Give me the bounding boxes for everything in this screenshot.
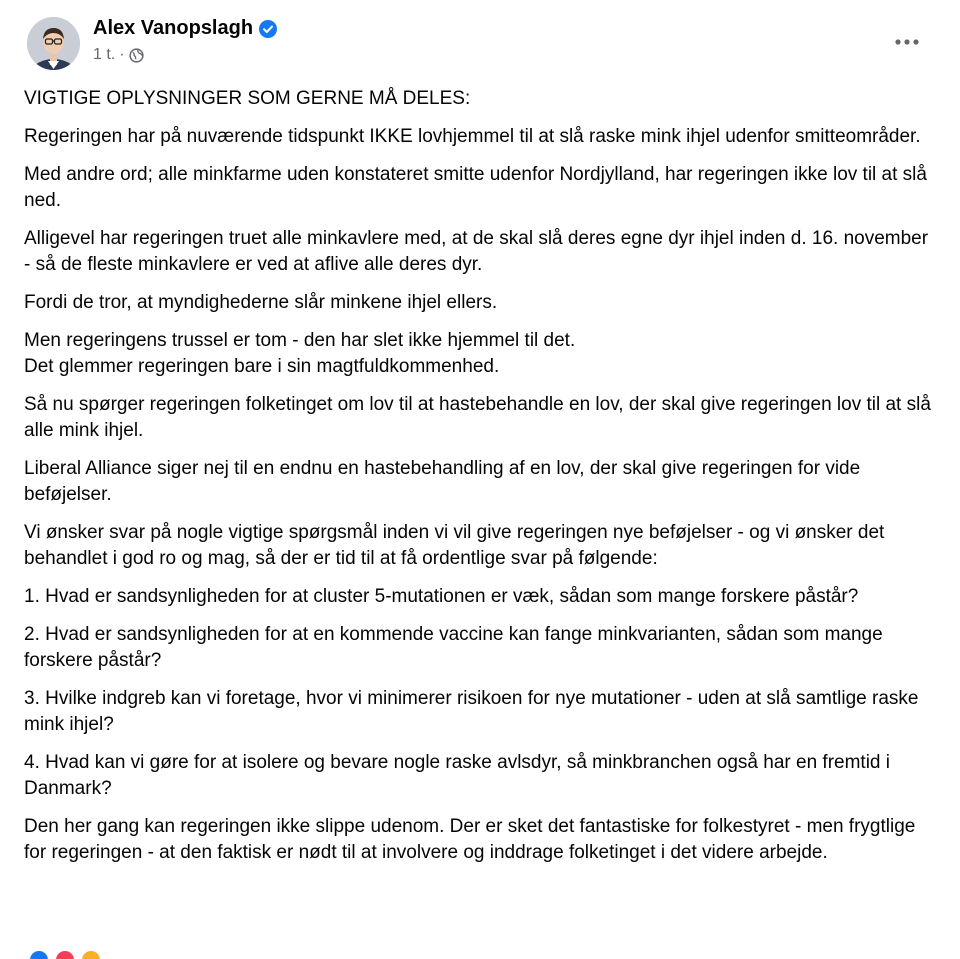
author-name-link[interactable] bbox=[93, 17, 277, 40]
love-reaction-icon bbox=[56, 951, 74, 959]
post-paragraph: Så nu spørger regeringen folketinget om lov til at hastebehandle en lov, der skal give regeringen lov til at slå alle mink ihjel. bbox=[24, 394, 931, 441]
post-paragraph: Den her gang kan regeringen ikke slippe udenom. Der er sket det fantastiske for folkestyret - men frygtlige for regeringen - at den faktisk er nødt til at involvere og inddrage folketinget i det videre arbejde. bbox=[24, 816, 916, 863]
author-avatar[interactable] bbox=[27, 17, 80, 70]
like-reaction-icon bbox=[30, 951, 48, 959]
post-paragraph: Fordi de tror, at myndighederne slår minkene ihjel ellers. bbox=[24, 292, 498, 313]
author-name: Alex Vanopslagh bbox=[93, 17, 254, 39]
globe-icon[interactable] bbox=[129, 48, 144, 63]
post-paragraph: Men regeringens trussel er tom - den har slet ikke hjemmel til det. Det glemmer regeringen bare i sin magtfuldkommenhed. bbox=[24, 330, 576, 377]
post-paragraph: 2. Hvad er sandsynligheden for at en kommende vaccine kan fange minkvarianten, sådan som mange forskere påstår? bbox=[24, 624, 883, 671]
post-paragraph: Vi ønsker svar på nogle vigtige spørgsmål inden vi vil give regeringen nye beføjelser - og vi ønsker det behandlet i god ro og mag, så der er tid til at få ordentlige svar på følgende: bbox=[24, 522, 885, 569]
more-options-icon bbox=[894, 38, 920, 46]
post-paragraph: Liberal Alliance siger nej til en endnu en hastebehandling af en lov, der skal give regeringen for vide beføjelser. bbox=[24, 458, 861, 505]
post-meta bbox=[93, 46, 144, 64]
post-paragraph: VIGTIGE OPLYSNINGER SOM GERNE MÅ DELES: bbox=[24, 88, 471, 109]
author-photo bbox=[27, 17, 80, 70]
post-paragraph: Alligevel har regeringen truet alle minkavlere med, at de skal slå deres egne dyr ihjel inden d. 16. november - så de fleste minkavlere er ved at aflive alle deres dyr. bbox=[24, 228, 929, 275]
meta-separator: · bbox=[119, 46, 125, 63]
verified-badge-icon bbox=[259, 20, 277, 38]
post-paragraph: 1. Hvad er sandsynligheden for at cluster 5-mutationen er væk, sådan som mange forskere påstår? bbox=[24, 586, 859, 607]
post-timestamp[interactable]: 1 t. bbox=[93, 46, 116, 63]
post-paragraph: 4. Hvad kan vi gøre for at isolere og bevare nogle raske avlsdyr, så minkbranchen også har en fremtid i Danmark? bbox=[24, 752, 890, 799]
post-paragraph: 3. Hvilke indgreb kan vi foretage, hvor vi minimerer risikoen for nye mutationer - uden at slå samtlige raske mink ihjel? bbox=[24, 688, 919, 735]
post-paragraph: Regeringen har på nuværende tidspunkt IKKE lovhjemmel til at slå raske mink ihjel udenfor smitteområder. bbox=[24, 126, 921, 147]
post-body bbox=[24, 86, 932, 878]
haha-reaction-icon bbox=[82, 951, 100, 959]
reaction-icons[interactable] bbox=[30, 951, 108, 959]
post-paragraph: Med andre ord; alle minkfarme uden konstateret smitte udenfor Nordjylland, har regeringen ikke lov til at slå ned. bbox=[24, 164, 927, 211]
more-options-button[interactable] bbox=[886, 22, 928, 62]
